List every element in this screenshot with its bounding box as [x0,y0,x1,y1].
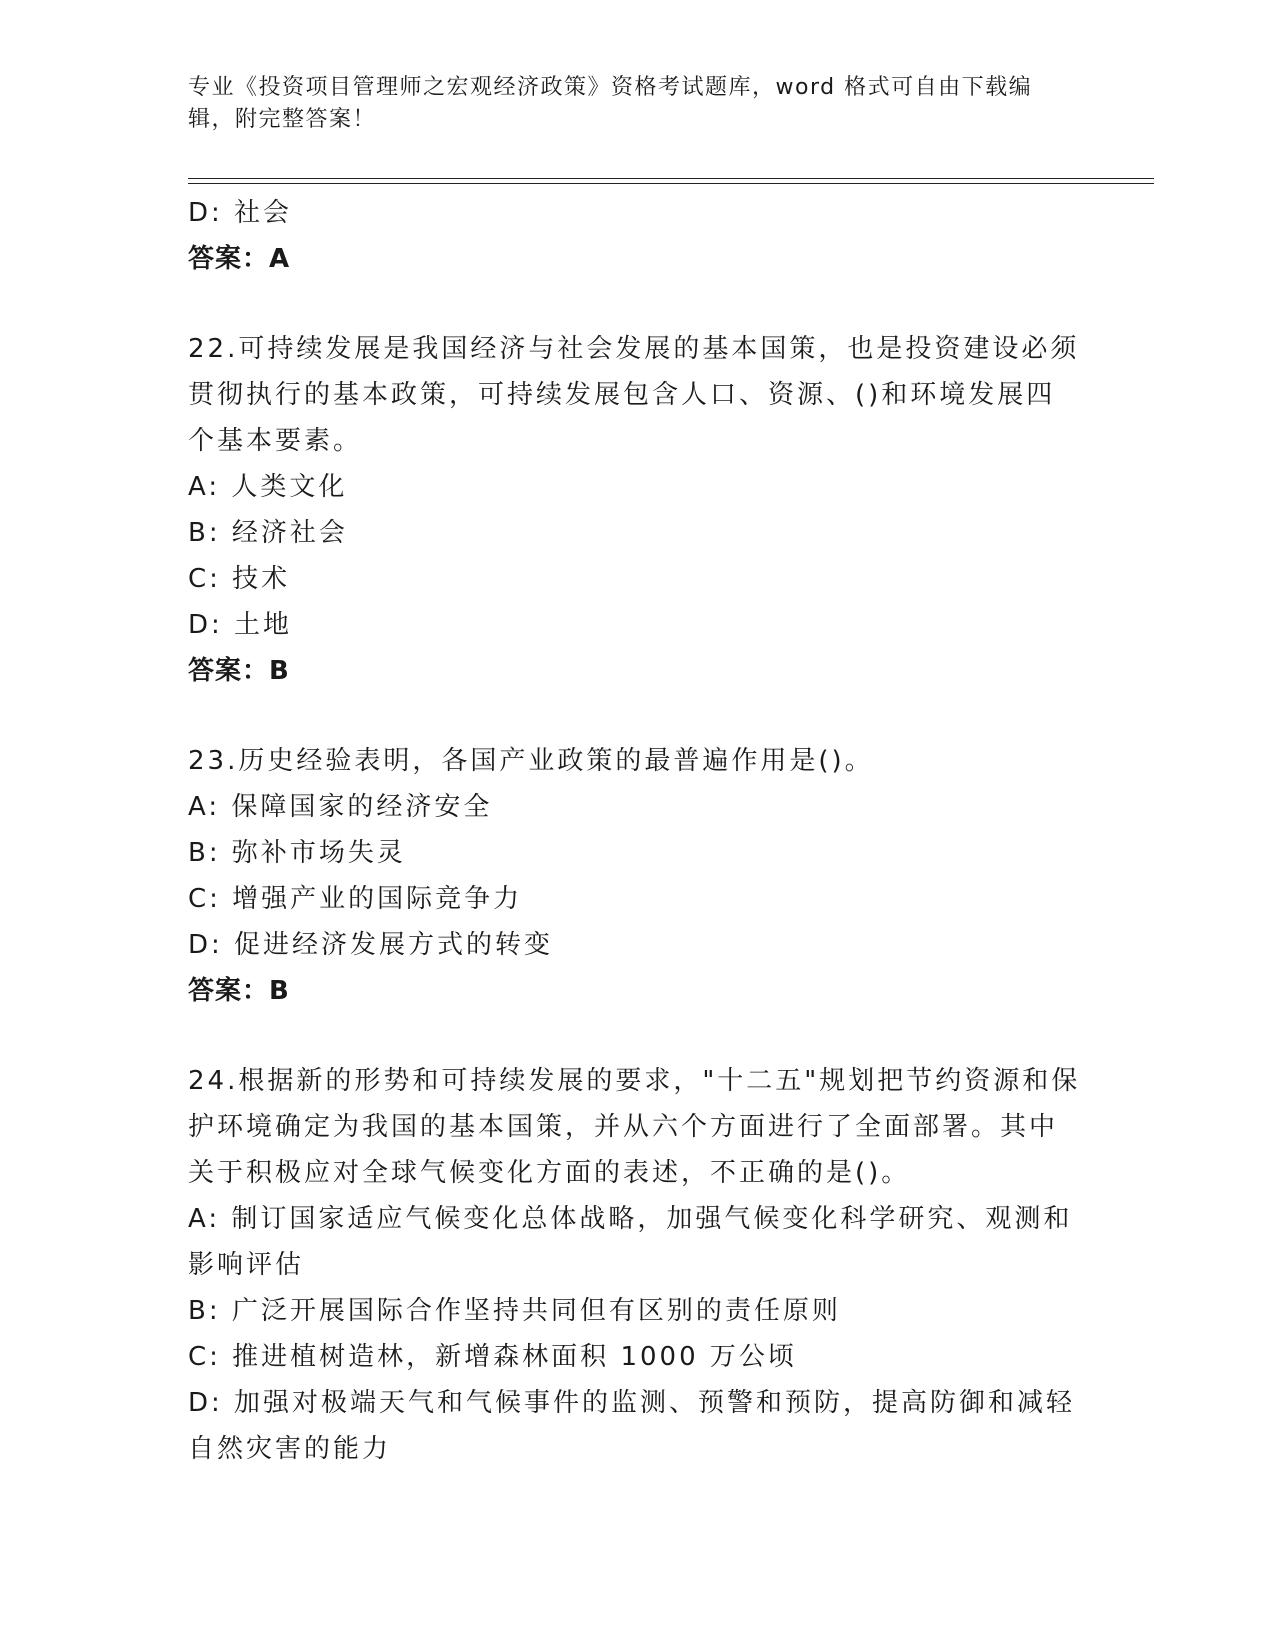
answer-line: 答案：B [188,976,290,1006]
question-text-line: 个基本要素。 [188,426,363,456]
option-line: A: 人类文化 [188,472,348,502]
option-line: 影响评估 [188,1250,305,1280]
option-line: A: 保障国家的经济安全 [188,792,493,822]
spacer [188,694,1088,738]
option-line: C: 增强产业的国际竞争力 [188,884,523,914]
question-text-line: 护环境确定为我国的基本国策，并从六个方面进行了全面部署。其中 [188,1112,1059,1142]
question-text-line: 关于积极应对全球气候变化方面的表述，不正确的是()。 [188,1158,911,1188]
question-text-line: 22.可持续发展是我国经济与社会发展的基本国策，也是投资建设必须 [188,334,1080,364]
option-line: C: 技术 [188,564,291,594]
option-line: B: 广泛开展国际合作坚持共同但有区别的责任原则 [188,1296,841,1326]
question-text-line: 23.历史经验表明，各国产业政策的最普遍作用是()。 [188,746,874,776]
question-3 [188,1058,1088,1472]
spacer [188,1014,1088,1058]
question-text-line: 贯彻执行的基本政策，可持续发展包含人口、资源、()和环境发展四 [188,380,1056,410]
option-line: D: 土地 [188,610,293,640]
document-header [188,72,1088,136]
answer-line: 答案：B [188,656,290,686]
option-line: B: 经济社会 [188,518,348,548]
question-2 [188,738,1088,1014]
header-rule-top [188,178,1154,179]
option-line: 自然灾害的能力 [188,1434,392,1464]
header-rule-bottom [188,183,1154,184]
option-line: D: 加强对极端天气和气候事件的监测、预警和预防，提高防御和减轻 [188,1388,1076,1418]
header-line-1: 专业《投资项目管理师之宏观经济政策》资格考试题库，word 格式可自由下载编 [188,75,1033,100]
prev-answer: 答案：A [188,244,291,274]
prev-option-d: D: 社会 [188,198,293,228]
question-1 [188,326,1088,694]
spacer [188,282,1088,326]
option-line: B: 弥补市场失灵 [188,838,406,868]
question-text-line: 24.根据新的形势和可持续发展的要求，"十二五"规划把节约资源和保 [188,1066,1081,1096]
option-line: A: 制订国家适应气候变化总体战略，加强气候变化科学研究、观测和 [188,1204,1073,1234]
header-line-2: 辑，附完整答案！ [188,107,377,132]
question-list [188,326,1088,1472]
option-line: D: 促进经济发展方式的转变 [188,930,554,960]
document-body [188,190,1088,1472]
option-line: C: 推进植树造林，新增森林面积 1000 万公顷 [188,1342,797,1372]
